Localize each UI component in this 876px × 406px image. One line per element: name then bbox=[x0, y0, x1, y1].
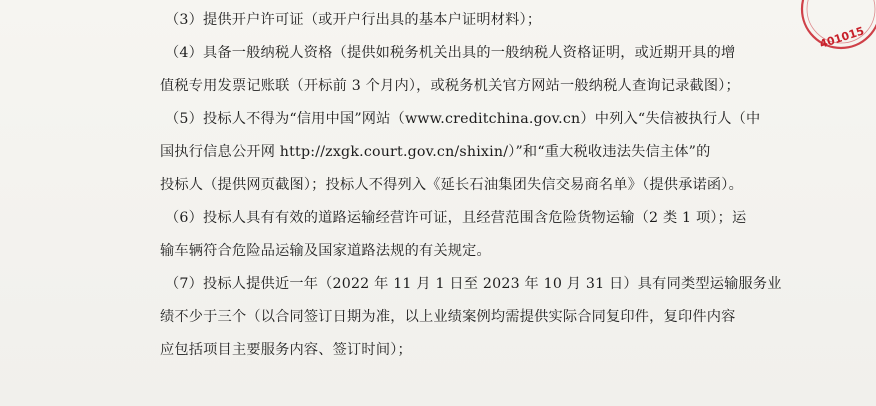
text-line: （5）投标人不得为“信用中国”网站（www.creditchina.gov.cn）中列入“失信被执行人（中 bbox=[165, 111, 761, 127]
text-line: （3）提供开户许可证（或开户行出具的基本户证明材料）； bbox=[165, 12, 542, 28]
text-line: 投标人（提供网页截图）；投标人不得列入《延长石油集团失信交易商名单》（提供承诺函）。 bbox=[160, 177, 743, 193]
text-line: （4）具备一般纳税人资格（提供如税务机关出具的一般纳税人资格证明，或近期开具的增 bbox=[165, 45, 736, 61]
text-line: 国执行信息公开网 http://zxgk.court.gov.cn/shixin/）”和“重大税收违法失信主体”的 bbox=[160, 144, 711, 160]
text-line: 应包括项目主要服务内容、签订时间）； bbox=[160, 342, 412, 358]
text-line: 绩不少于三个（以合同签订日期为准，以上业绩案例均需提供实际合同复印件，复印件内容 bbox=[160, 309, 736, 325]
text-line: （7）投标人提供近一年（2022 年 11 月 1 日至 2023 年 10 月 31 日）具有同类型运输服务业 bbox=[165, 276, 782, 292]
seal-number: 401015 bbox=[818, 24, 866, 51]
text-line: 输车辆符合危险品运输及国家道路法规的有关规定。 bbox=[160, 243, 491, 259]
text-line: 值税专用发票记账联（开标前 3 个月内），或税务机关官方网站一般纳税人查询记录截图）； bbox=[160, 78, 740, 94]
text-line: （6）投标人具有有效的道路运输经营许可证，且经营范围含危险货物运输（2 类 1 项）；运 bbox=[165, 210, 747, 226]
red-seal-stamp bbox=[798, 0, 876, 52]
